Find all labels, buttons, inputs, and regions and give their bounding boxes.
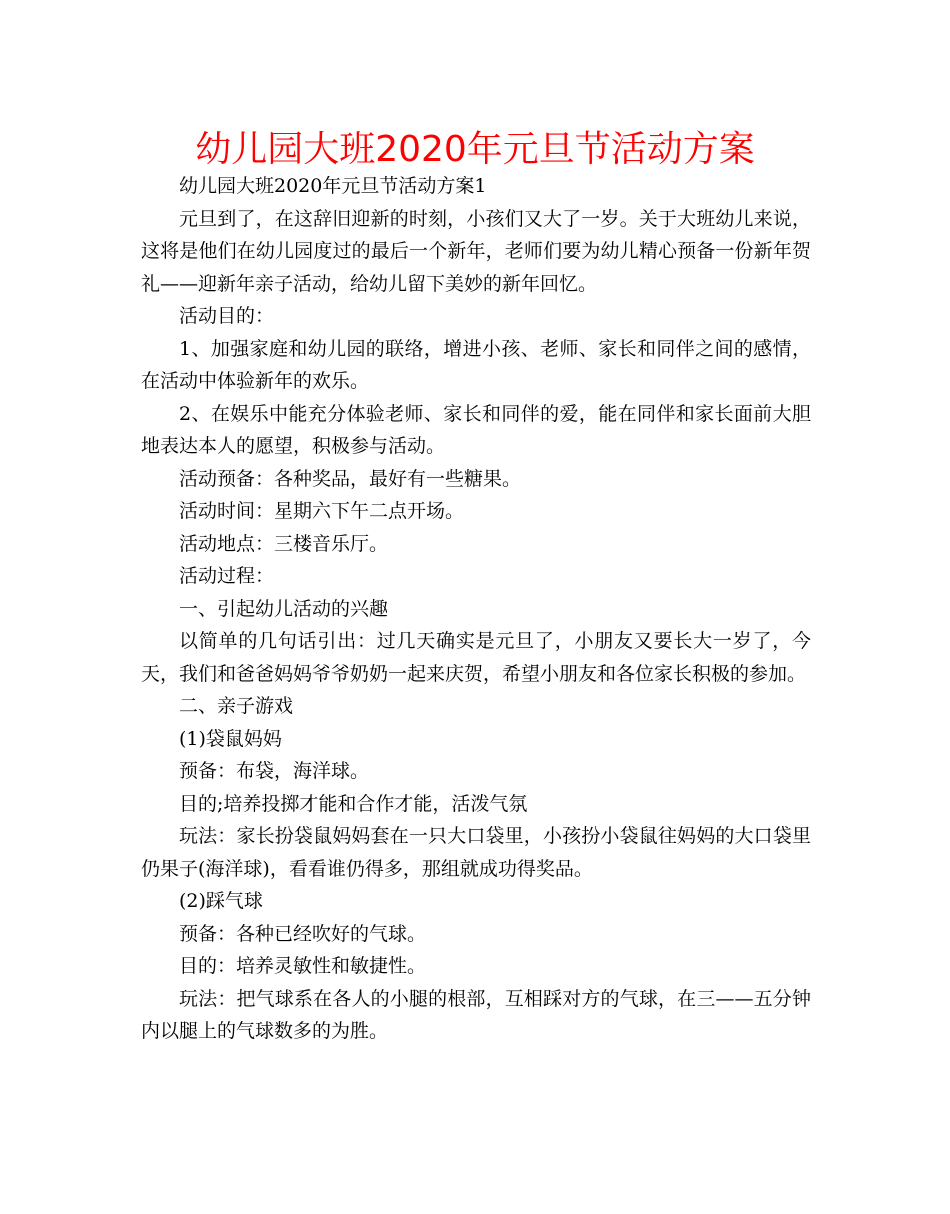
paragraph: 活动目的： (179, 305, 275, 327)
paragraph: 二、亲子游戏 (179, 695, 294, 717)
paragraph: 玩法：家长扮袋鼠妈妈套在一只大口袋里，小孩扮小袋鼠往妈妈的大口袋里仍果子(海洋球)，看看谁仍得多，那组就成功得奖品。 (141, 825, 811, 880)
paragraph: 1、加强家庭和幼儿园的联络，增进小孩、老师、家长和同伴之间的感情，在活动中体验新年的欢乐。 (141, 337, 811, 392)
paragraph: 一、引起幼儿活动的兴趣 (179, 597, 389, 620)
document-title: 幼儿园大班2020年元旦节活动方案 (195, 129, 755, 170)
paragraph: 元旦到了，在这辞旧迎新的时刻，小孩们又大了一岁。关于大班幼儿来说，这将是他们在幼儿园度过的最后一个新年，老师们要为幼儿精心预备一份新年贺礼——迎新年亲子活动，给幼儿留下美妙的新年回忆。 (141, 207, 811, 295)
paragraph: 活动过程： (179, 565, 275, 587)
paragraph: 幼儿园大班2020年元旦节活动方案1 (179, 175, 487, 197)
paragraph: 目的：培养灵敏性和敏捷性。 (179, 955, 427, 977)
paragraph: 预备：布袋，海洋球。 (179, 760, 370, 782)
paragraph: 预备：各种已经吹好的气球。 (179, 922, 427, 945)
paragraph: (2)踩气球 (179, 890, 263, 912)
paragraph: 2、在娱乐中能充分体验老师、家长和同伴的爱，能在同伴和家长面前大胆地表达本人的愿望，积极参与活动。 (141, 402, 811, 457)
paragraph: 活动时间：星期六下午二点开场。 (179, 500, 465, 522)
paragraph: 玩法：把气球系在各人的小腿的根部，互相踩对方的气球，在三——五分钟内以腿上的气球数多的为胜。 (141, 987, 811, 1042)
paragraph: 以简单的几句话引出：过几天确实是元旦了，小朋友又要长大一岁了，今天，我们和爸爸妈妈爷爷奶奶一起来庆贺，希望小朋友和各位家长积极的参加。 (141, 630, 811, 685)
paragraph: 目的;培养投掷才能和合作才能，活泼气氛 (179, 792, 528, 815)
document-body (141, 170, 811, 1048)
paragraph: (1)袋鼠妈妈 (179, 727, 282, 750)
paragraph: 活动预备：各种奖品，最好有一些糖果。 (179, 467, 522, 490)
paragraph: 活动地点：三楼音乐厅。 (179, 532, 389, 555)
